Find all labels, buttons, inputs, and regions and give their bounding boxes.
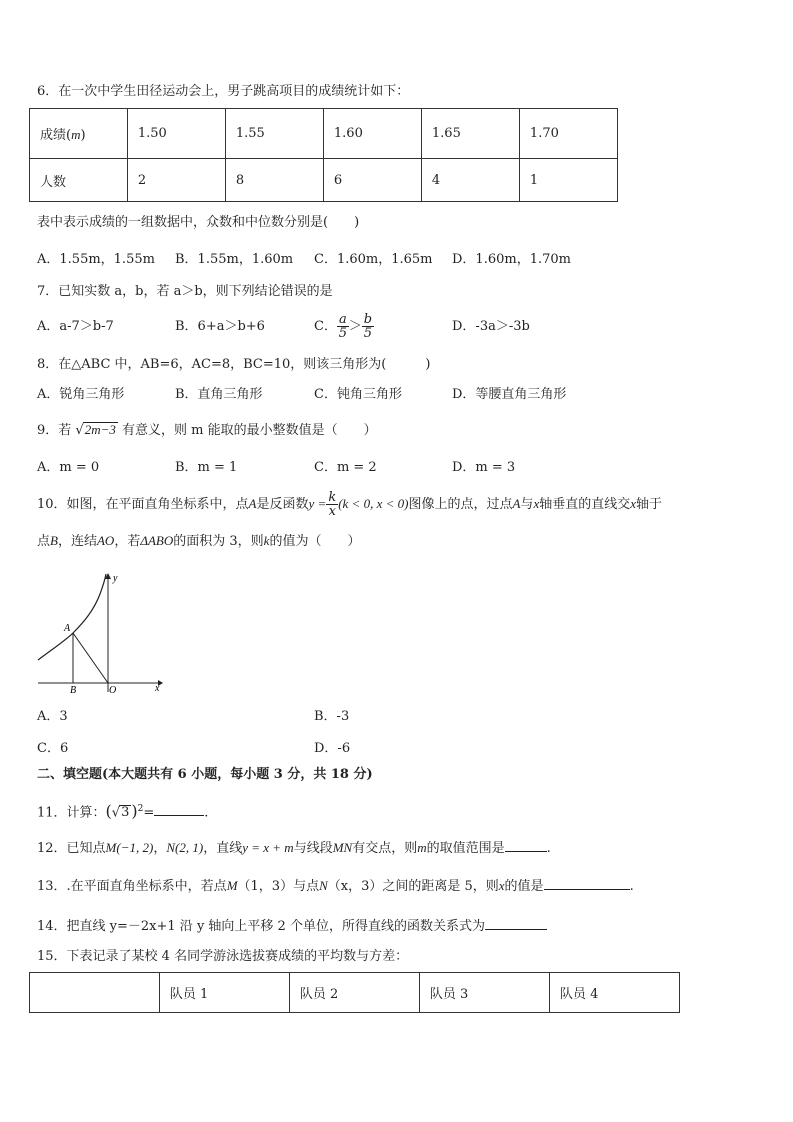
q7-option-c: C． $\frac{a}{5}$ ＞ $\frac{b}{5}$ (314, 312, 373, 341)
table-cell: 1.70 (519, 109, 617, 159)
q7-option-d: D．-3a＞-3b (452, 319, 530, 334)
q6-question: 表中表示成绩的一组数据中，众数和中位数分别是( ) (37, 215, 360, 230)
q9-option-d: D．m = 3 (452, 460, 516, 475)
fraction-b-over-5: $\frac{b}{5}$ (363, 312, 373, 341)
label-a: A (64, 623, 71, 634)
q8-option-c: C．钝角三角形 (314, 387, 402, 402)
q7-option-b: B．6+a＞b+6 (175, 319, 265, 334)
q15-table-header-row (30, 973, 680, 1013)
q14-stem: 14．把直线 y=－2x+1 沿 y 轴向上平移 2 个单位，所得直线的函数关系式为 (37, 916, 547, 936)
q11-answer-blank[interactable] (154, 802, 204, 816)
table-cell: 1.60 (323, 109, 421, 159)
q9-option-c: C．m = 2 (314, 460, 377, 475)
table-cell: 1.55 (225, 109, 323, 159)
q10-graph (36, 570, 171, 695)
q8-option-b: B．直角三角形 (175, 387, 263, 402)
q13-stem: 13．.在平面直角坐标系中，若点M（1，3）与点N（x，3）之间的距离是 5，则x的值是 . (37, 878, 634, 894)
q6-option-c: C．1.60m，1.65m (314, 252, 433, 267)
q10-stem-line2: 点B，连结AO，若ΔABO的面积为 3，则k的值为（ ） (37, 533, 361, 549)
fraction-a-over-5: $\frac{a}{5}$ (338, 312, 347, 341)
table-cell: 1 (519, 159, 617, 202)
label-y: y (113, 573, 118, 584)
q9-radicand: 2m−3 (84, 422, 116, 437)
table-cell: 1.65 (421, 109, 519, 159)
q12-answer-blank[interactable] (505, 838, 547, 852)
q6-option-a: A．1.55m，1.55m (37, 252, 155, 267)
q6-option-d: D．1.60m，1.70m (452, 252, 571, 267)
q10-stem-line1: 10．如图，在平面直角坐标系中，点A是反函数y = $\frac{k}{x}$ (k < 0, x < 0)图像上的点，过点A与x轴垂直的直线交x轴于 (37, 490, 663, 519)
q10-option-d: D．-6 (314, 741, 351, 756)
table-header-cell: 队员 3 (419, 973, 549, 1013)
label-x: x (155, 683, 160, 694)
table-cell: 6 (323, 159, 421, 202)
table-cell: 1.50 (127, 109, 225, 159)
q6-table-row-counts (30, 159, 618, 202)
q10-option-a: A．3 (37, 709, 68, 724)
q15-table (29, 972, 680, 1013)
q7-option-c-prefix: C． (314, 319, 337, 334)
q12-stem: 12．已知点M(−1, 2)，N(2, 1)，直线y = x + m与线段MN有交点，则m的取值范围是 . (37, 840, 551, 856)
q7-stem: 7．已知实数 a，b，若 a＞b，则下列结论错误的是 (37, 284, 333, 299)
label-o: O (109, 685, 117, 695)
q7-option-a: A．a-7＞b-7 (37, 319, 114, 334)
q10-option-b: B．-3 (314, 709, 350, 724)
fraction-k-over-x: $\frac{k}{x}$ (328, 490, 337, 519)
radical-sign: √ (75, 423, 84, 438)
table-cell: 2 (127, 159, 225, 202)
q8-option-a: A．锐角三角形 (37, 387, 125, 402)
q9-stem: 9．若 √2m−3 有意义，则 m 能取的最小整数值是（ ） (37, 422, 377, 438)
radical-sign: √ (111, 805, 121, 821)
q6-stem: 6．在一次中学生田径运动会上，男子跳高项目的成绩统计如下： (37, 84, 410, 99)
section-2-title: 二、填空题(本大题共有 6 小题，每小题 3 分，共 18 分) (37, 767, 373, 782)
q10-option-c: C．6 (37, 741, 69, 756)
q13-answer-blank[interactable] (544, 876, 630, 890)
q9-option-b: B．m = 1 (175, 460, 238, 475)
q6-table-row-heights (30, 109, 618, 159)
table-cell: 8 (225, 159, 323, 202)
q6-table-header-count: 人数 (30, 159, 128, 202)
q14-answer-blank[interactable] (485, 916, 547, 930)
label-b: B (70, 685, 77, 695)
segment-ao (73, 633, 108, 683)
table-header-cell: 队员 2 (289, 973, 419, 1013)
table-header-cell: 队员 4 (549, 973, 679, 1013)
q8-option-d: D．等腰直角三角形 (452, 387, 567, 402)
q6-table-header-score: 成绩(m) (30, 109, 128, 159)
q6-option-b: B．1.55m，1.60m (175, 252, 294, 267)
table-header-cell (30, 973, 160, 1013)
q9-option-a: A．m = 0 (37, 460, 100, 475)
q6-table (29, 108, 618, 202)
table-cell: 4 (421, 159, 519, 202)
q8-stem: 8．在△ABC 中，AB=6，AC=8，BC=10，则该三角形为( ) (37, 357, 431, 372)
q11-stem: 11．计算：(√3 )$^2$= . (37, 801, 209, 821)
q15-stem: 15．下表记录了某校 4 名同学游泳选拔赛成绩的平均数与方差： (37, 949, 409, 964)
table-header-cell: 队员 1 (159, 973, 289, 1013)
hyperbola-curve (38, 574, 106, 660)
